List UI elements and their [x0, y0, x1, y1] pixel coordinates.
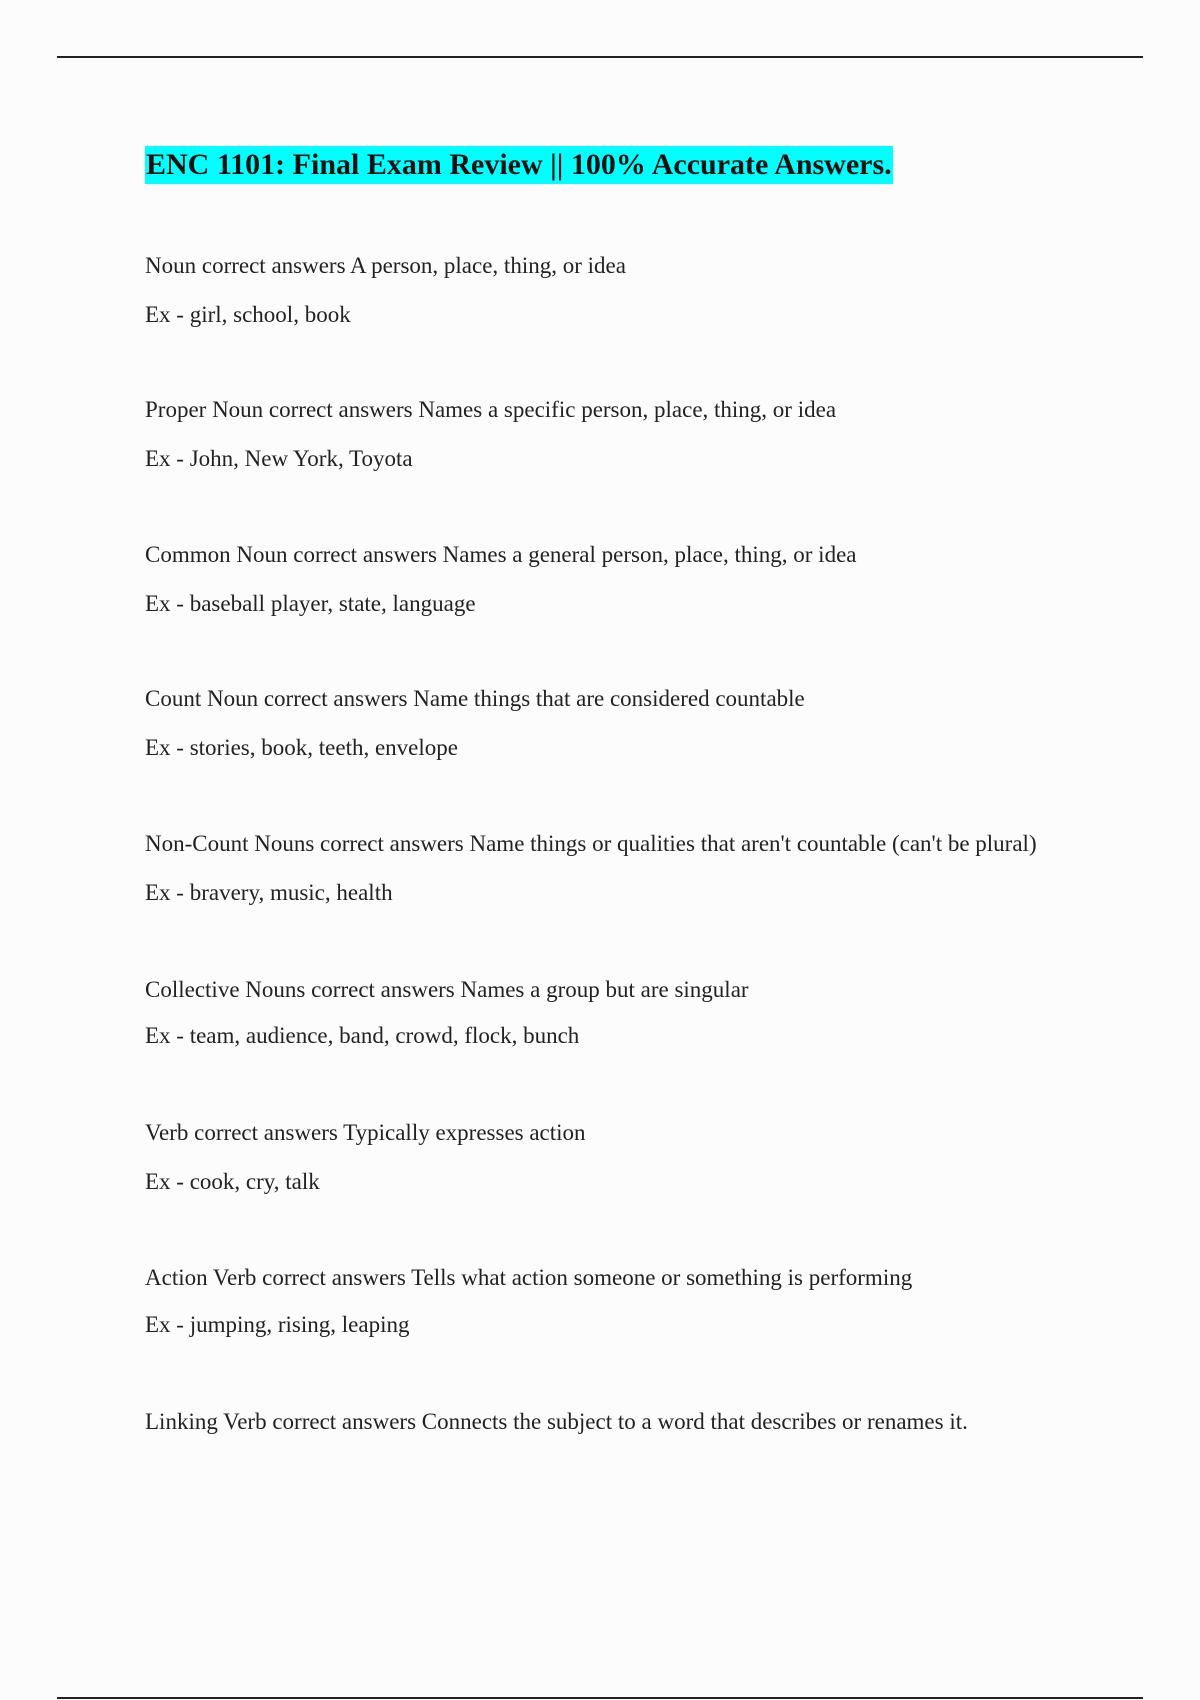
entry-definition: Verb correct answers Typically expresses action: [145, 1120, 586, 1145]
entry-example: Ex - bravery, music, health: [145, 880, 393, 905]
entry-definition: Common Noun correct answers Names a general person, place, thing, or idea: [145, 542, 857, 567]
entry-example: Ex - team, audience, band, crowd, flock, bunch: [145, 1023, 580, 1048]
entry-definition: Action Verb correct answers Tells what action someone or something is performing: [145, 1265, 913, 1290]
entry-definition: Collective Nouns correct answers Names a group but are singular: [145, 977, 749, 1002]
entry-example: Ex - jumping, rising, leaping: [145, 1312, 410, 1337]
page-top-rule: [57, 56, 1143, 58]
entry-definition: Count Noun correct answers Name things that are considered countable: [145, 686, 805, 711]
entry-definition: Linking Verb correct answers Connects the subject to a word that describes or renames it.: [145, 1409, 968, 1434]
page-bottom-rule: [57, 1697, 1143, 1699]
entry-definition: Non-Count Nouns correct answers Name things or qualities that aren't countable (can't be plural): [145, 831, 1037, 856]
entry-definition: Proper Noun correct answers Names a specific person, place, thing, or idea: [145, 397, 837, 422]
entry-example: Ex - cook, cry, talk: [145, 1169, 320, 1194]
entry-definition: Noun correct answers A person, place, thing, or idea: [145, 253, 626, 278]
entry-example: Ex - girl, school, book: [145, 302, 351, 327]
entry-example: Ex - stories, book, teeth, envelope: [145, 735, 458, 760]
document-title: ENC 1101: Final Exam Review || 100% Accurate Answers.: [145, 146, 893, 184]
entry-example: Ex - baseball player, state, language: [145, 591, 476, 616]
entry-example: Ex - John, New York, Toyota: [145, 446, 413, 471]
